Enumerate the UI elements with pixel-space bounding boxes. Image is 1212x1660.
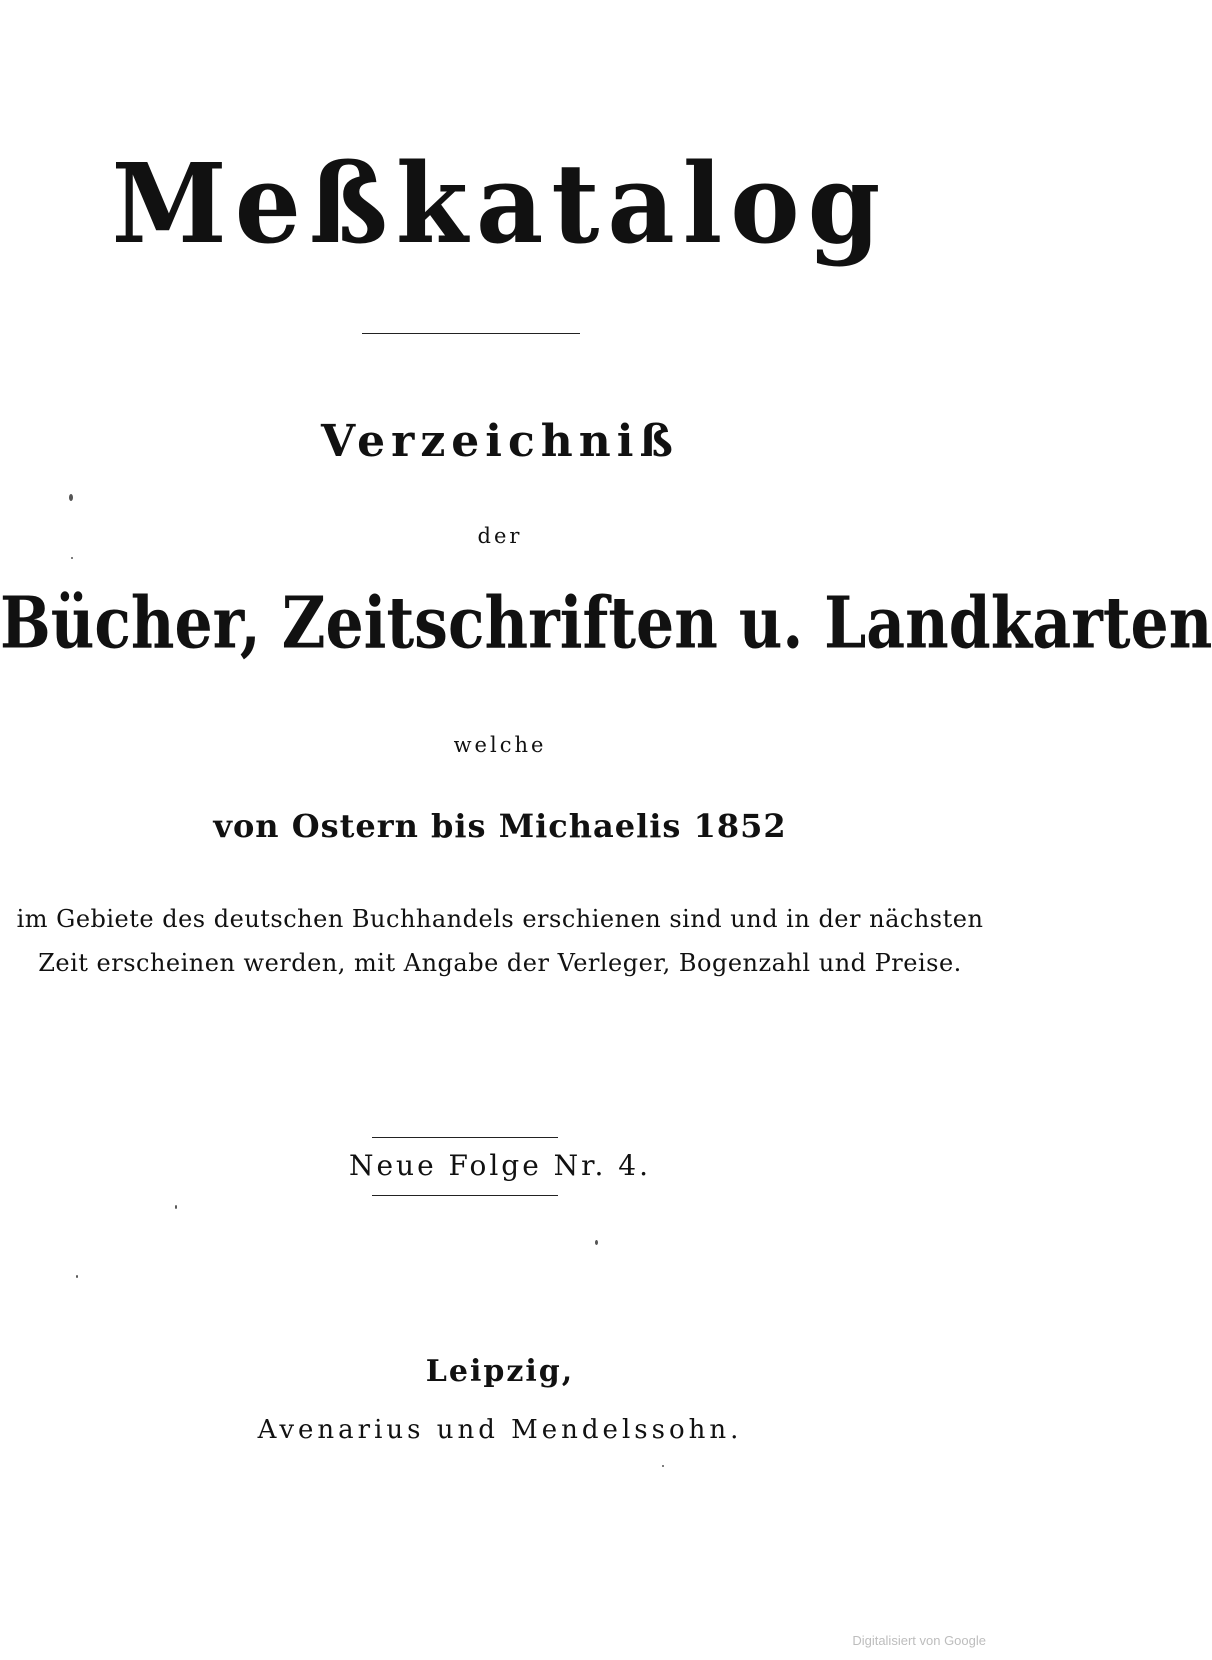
series-label: Neue Folge Nr. 4. bbox=[348, 1149, 651, 1182]
scan-speck bbox=[595, 1240, 598, 1245]
heading: Verzeichniß bbox=[321, 416, 679, 467]
subject-line: Bücher, Zeitschriften u. Landkarten bbox=[0, 582, 1212, 666]
connector-welche: welche bbox=[453, 733, 547, 757]
scan-speck bbox=[662, 1465, 664, 1467]
catalog-title: Meßkatalog bbox=[111, 138, 889, 269]
digitization-watermark: Digitalisiert von Google bbox=[852, 1633, 986, 1648]
series-rule-bottom bbox=[372, 1195, 558, 1196]
description-line-2: Zeit erscheinen werden, mit Angabe der Verleger, Bogenzahl und Preise. bbox=[38, 949, 962, 977]
scan-speck bbox=[71, 557, 73, 559]
title-divider bbox=[362, 333, 580, 334]
connector-der: der bbox=[477, 524, 523, 548]
period-line: von Ostern bis Michaelis 1852 bbox=[213, 807, 787, 845]
imprint-place: Leipzig, bbox=[425, 1354, 575, 1389]
scan-speck bbox=[69, 494, 73, 501]
scan-speck bbox=[175, 1205, 177, 1209]
scan-speck bbox=[76, 1275, 78, 1278]
series-rule-top bbox=[372, 1137, 558, 1138]
description-line-1: im Gebiete des deutschen Buchhandels erschienen sind und in der nächsten bbox=[16, 905, 984, 933]
imprint-publisher: Avenarius und Mendelssohn. bbox=[257, 1415, 743, 1445]
